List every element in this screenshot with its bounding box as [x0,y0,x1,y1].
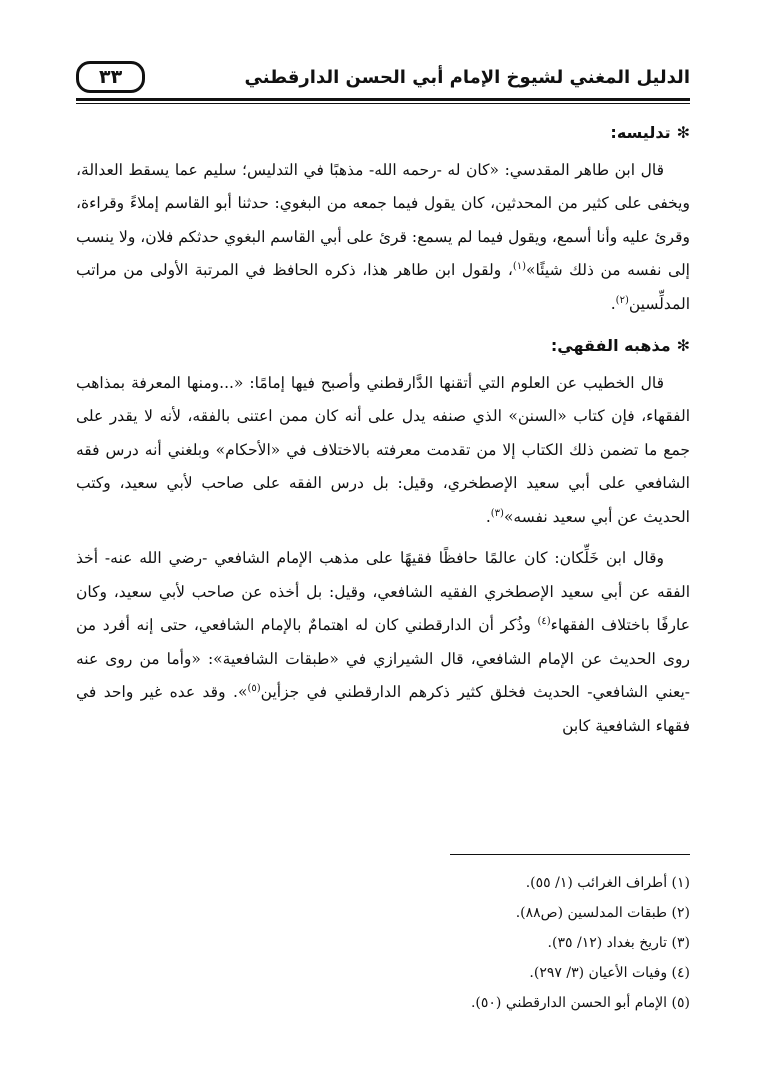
footnote-marker: (٣) [490,507,504,519]
footnote: (٥) الإمام أبو الحسن الدارقطني (٥٠). [470,995,690,1011]
section-madhhab [76,329,690,743]
footnote-marker: (١) [512,260,527,272]
text-segment: قال ابن طاهر المقدسي: «كان له -رحمه الله- مذهبًا في التدليس؛ سليم عما يسقط العدالة، ويخفى على كثير من المحدثين، كان يقول فيما جمعه من البغوي: حدثنا أبو القاسم إملاءً وقراءة، وقرئ عليه وأنا أسمع، ويقول فيما لم يسمع: قرئ على أبي القاسم البغوي حدثكم فلان، ولا ينسب إلى نفسه من ذلك شيئًا» [76,160,690,279]
paragraph [76,367,690,535]
footnote-marker: (٢) [615,294,629,306]
footnotes [76,868,690,1018]
footnote: (١) أطراف الغرائب (١/ ٥٥). [525,875,690,891]
text-segment: قال الخطيب عن العلوم التي أتقنها الدَّارقطني وأصبح فيها إمامًا: «...ومنها المعرفة بمذاهب الفقهاء، فإن كتاب «السنن» الذي صنفه يدل على أنه كان ممن اعتنى بالفقه، لأنه لا يقدر على جمع ما تضمن ذلك الكتاب إلا من تقدمت معرفته بالاختلاف في «الأحكام» وبلغني أنه درس فقه الشافعي على أبي سعيد الإصطخري، وقيل: بل درس الفقه على صاحب لأبي سعيد، وكتب الحديث عن أبي سعيد نفسه» [76,373,690,526]
section-heading [76,116,690,150]
section-heading-text: تدليسه: [610,123,671,142]
footnote-rule [450,854,690,855]
text-segment: ، ولقول ابن طاهر هذا، ذكره الحافظ في المرتبة الأولى من مراتب المدلِّسين [76,261,690,313]
footnote-marker: (٥) [247,682,261,694]
text-segment: وذُكر أن الدارقطني كان له اهتمامٌ بالإمام الشافعي، حتى إنه أفرد من روى الحديث عن الإمام الشافعي، قال الشيرازي في «طبقات الشافعية»: «وأما من روى عنه -يعني الشافعي- الحديث فخلق كثير ذكرهم الدارقطني في جزأين [76,616,690,701]
running-title: الدليل المغني لشيوخ الإمام أبي الحسن الدارقطني [244,66,690,88]
page-number: ٣٣ [76,61,145,93]
page-header [76,56,690,98]
header-rule [76,98,690,104]
section-tadlis [76,116,690,321]
footnote: (٢) طبقات المدلسين (ص٨٨). [515,905,690,921]
footnote: (٣) تاريخ بغداد (١٢/ ٣٥). [547,935,690,951]
main-text [76,110,690,751]
paragraph [76,154,690,322]
text-segment: وقال ابن خَلِّكان: كان عالمًا حافظًا فقيهًا على مذهب الإمام الشافعي -رضي الله عنه- أخذ الفقه عن أبي سعيد الإصطخري الفقيه الشافعي، وقيل: بل أخذه عن صاحب لأبي سعيد، وكان عارفًا باختلاف الفقهاء [76,549,691,634]
section-heading [76,329,690,363]
text-segment: ». وقد عده غير واحد في فقهاء الشافعية كابن [76,683,690,735]
asterisk-icon: ✻ [676,336,690,355]
section-heading-text: مذهبه الفقهي: [550,336,671,355]
text-segment: . [610,294,616,313]
footnote-marker: (٤) [537,615,551,627]
footnote: (٤) وفيات الأعيان (٣/ ٢٩٧). [529,965,690,981]
text-segment: . [485,507,491,526]
asterisk-icon: ✻ [676,123,690,142]
paragraph [76,542,690,743]
